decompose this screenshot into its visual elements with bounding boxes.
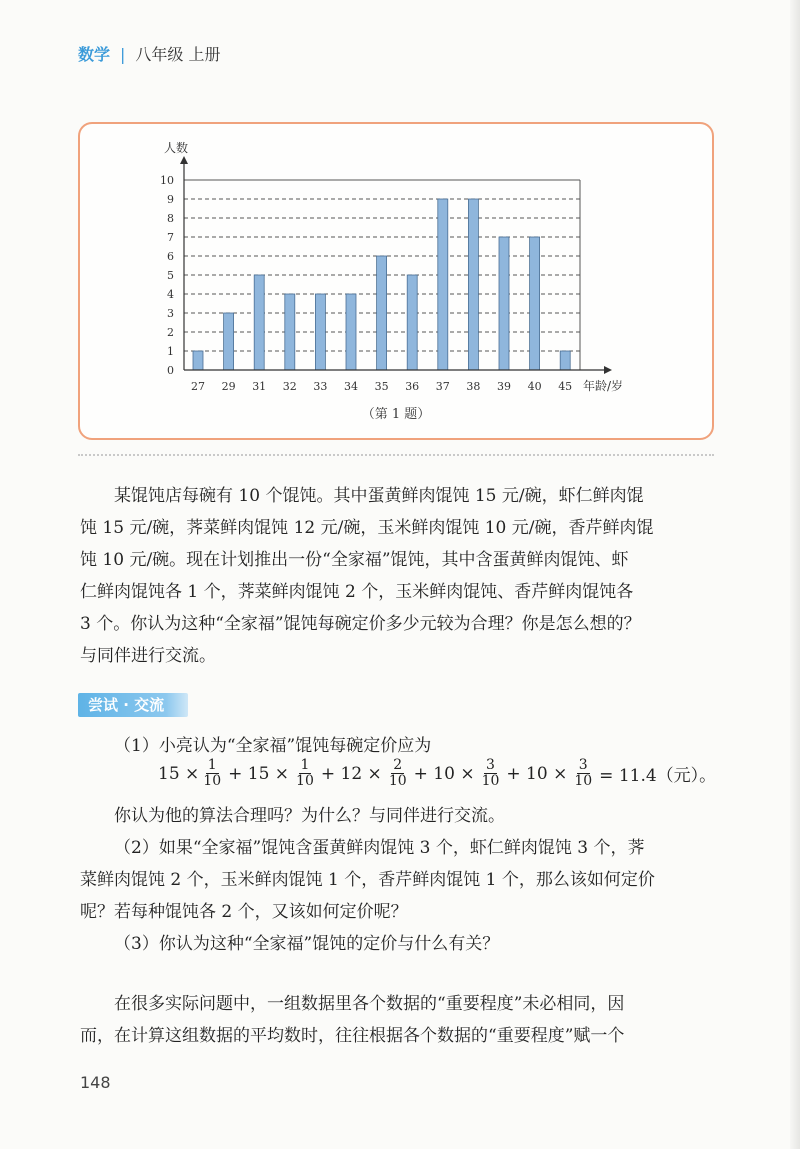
subject-label: 数学: [78, 45, 111, 64]
fraction: [201, 758, 223, 789]
formula-term: + 15 ×: [228, 763, 290, 784]
q3-line: （3）你认为这种“全家福”馄饨的定价与什么有关？: [114, 934, 500, 954]
fraction: [294, 758, 316, 789]
fraction-numerator: 1: [300, 757, 310, 773]
fraction-denominator: 10: [388, 773, 407, 789]
y-tick-label: 6: [167, 250, 174, 263]
closing-line: 而，在计算这组数据的平均数时，往往根据各个数据的“重要程度”赋一个: [80, 1026, 625, 1046]
y-tick-label: 5: [167, 269, 174, 282]
problem-line: 饨 15 元/碗，荠菜鲜肉馄饨 12 元/碗，玉米鲜肉馄饨 10 元/碗，香芹鲜肉馄: [80, 518, 654, 538]
y-tick-label: 4: [167, 288, 174, 301]
x-tick-label: 29: [221, 380, 236, 393]
fraction-denominator: 10: [574, 773, 593, 789]
question-block: [80, 800, 720, 960]
try-exchange-label: 尝试 · 交流: [78, 693, 188, 717]
q2-line: 呢？若每种馄饨各 2 个，又该如何定价呢？: [80, 902, 408, 922]
bar: [377, 256, 387, 370]
y-axis-arrow: [180, 156, 188, 164]
bar: [346, 294, 356, 370]
y-tick-label: 9: [167, 193, 174, 206]
header-separator: |: [120, 45, 126, 64]
bar: [315, 294, 325, 370]
problem-line: 与同伴进行交流。: [80, 646, 216, 666]
x-tick-label: 31: [252, 380, 267, 393]
page-header: [78, 42, 221, 65]
formula-term: 15 ×: [158, 763, 200, 784]
problem-line: 饨 10 元/碗。现在计划推出一份“全家福”馄饨，其中含蛋黄鲜肉馄饨、虾: [80, 550, 629, 570]
problem-line: 3 个。你认为这种“全家福”馄饨每碗定价多少元较为合理？你是怎么想的？: [80, 614, 641, 634]
fraction: [387, 758, 409, 789]
x-tick-label: 39: [497, 380, 511, 393]
figure-caption: （第 1 题）: [361, 407, 431, 422]
fraction-denominator: 10: [481, 773, 500, 789]
y-tick-label: 7: [167, 231, 174, 244]
bar: [438, 199, 448, 370]
problem-paragraph: [80, 480, 720, 672]
q1-followup: 你认为他的算法合理吗？为什么？与同伴进行交流。: [114, 806, 505, 826]
bar: [285, 294, 295, 370]
bar-chart: [80, 124, 712, 438]
x-tick-label: 45: [558, 380, 573, 393]
closing-paragraph: [80, 988, 720, 1052]
x-axis-label: 年龄/岁: [583, 379, 624, 393]
y-tick-label: 1: [167, 345, 174, 358]
dotted-divider: [78, 454, 714, 456]
x-tick-label: 38: [466, 380, 481, 393]
y-tick-label: 3: [167, 307, 174, 320]
bar: [560, 351, 570, 370]
fraction-numerator: 2: [393, 757, 403, 773]
y-tick-label: 10: [160, 174, 174, 187]
page-binding-edge: [790, 0, 800, 1149]
bar: [499, 237, 509, 370]
fraction-numerator: 3: [486, 757, 495, 773]
q2-line: （2）如果“全家福”馄饨含蛋黄鲜肉馄饨 3 个，虾仁鲜肉馄饨 3 个，荠: [114, 838, 645, 858]
y-tick-label: 8: [167, 212, 174, 225]
formula-result: = 11.4（元）。: [599, 766, 717, 786]
formula-term: + 10 ×: [506, 763, 568, 784]
fraction: [480, 758, 502, 789]
x-tick-label: 34: [344, 380, 358, 393]
x-tick-label: 37: [435, 380, 450, 393]
fraction-denominator: 10: [296, 773, 314, 789]
formula-term: + 10 ×: [413, 763, 475, 784]
x-axis-arrow: [604, 366, 612, 374]
q2-line: 菜鲜肉馄饨 2 个，玉米鲜肉馄饨 1 个，香芹鲜肉馄饨 1 个，那么该如何定价: [80, 870, 655, 890]
x-tick-label: 35: [374, 380, 389, 393]
x-tick-label: 33: [313, 380, 328, 393]
bar: [468, 199, 478, 370]
q1-intro-text: （1）小亮认为“全家福”馄饨每碗定价应为: [114, 736, 432, 756]
figure-frame: [78, 122, 714, 440]
bar: [254, 275, 264, 370]
x-tick-label: 27: [191, 380, 205, 393]
y-axis-label: 人数: [164, 141, 189, 155]
y-tick-label: 0: [167, 364, 174, 377]
fraction-denominator: 10: [203, 773, 222, 789]
page-number: 148: [80, 1073, 111, 1092]
y-tick-label: 2: [167, 326, 174, 339]
x-tick-label: 32: [282, 380, 297, 393]
bar: [407, 275, 417, 370]
bar: [193, 351, 203, 370]
weighted-formula: [158, 758, 719, 789]
formula-term: + 12 ×: [320, 763, 382, 784]
closing-line: 在很多实际问题中，一组数据里各个数据的“重要程度”未必相同，因: [114, 994, 625, 1014]
grade-label: 八年级 上册: [135, 45, 221, 64]
problem-line: 某馄饨店每碗有 10 个馄饨。其中蛋黄鲜肉馄饨 15 元/碗，虾仁鲜肉馄: [114, 486, 644, 506]
x-tick-label: 36: [405, 380, 420, 393]
bar: [530, 237, 540, 370]
problem-line: 仁鲜肉馄饨各 1 个，荠菜鲜肉馄饨 2 个，玉米鲜肉馄饨、香芹鲜肉馄饨各: [80, 582, 634, 602]
x-tick-label: 40: [527, 380, 542, 393]
fraction-numerator: 1: [207, 757, 217, 773]
bar: [224, 313, 234, 370]
fraction-numerator: 3: [578, 757, 588, 773]
fraction: [572, 758, 594, 789]
